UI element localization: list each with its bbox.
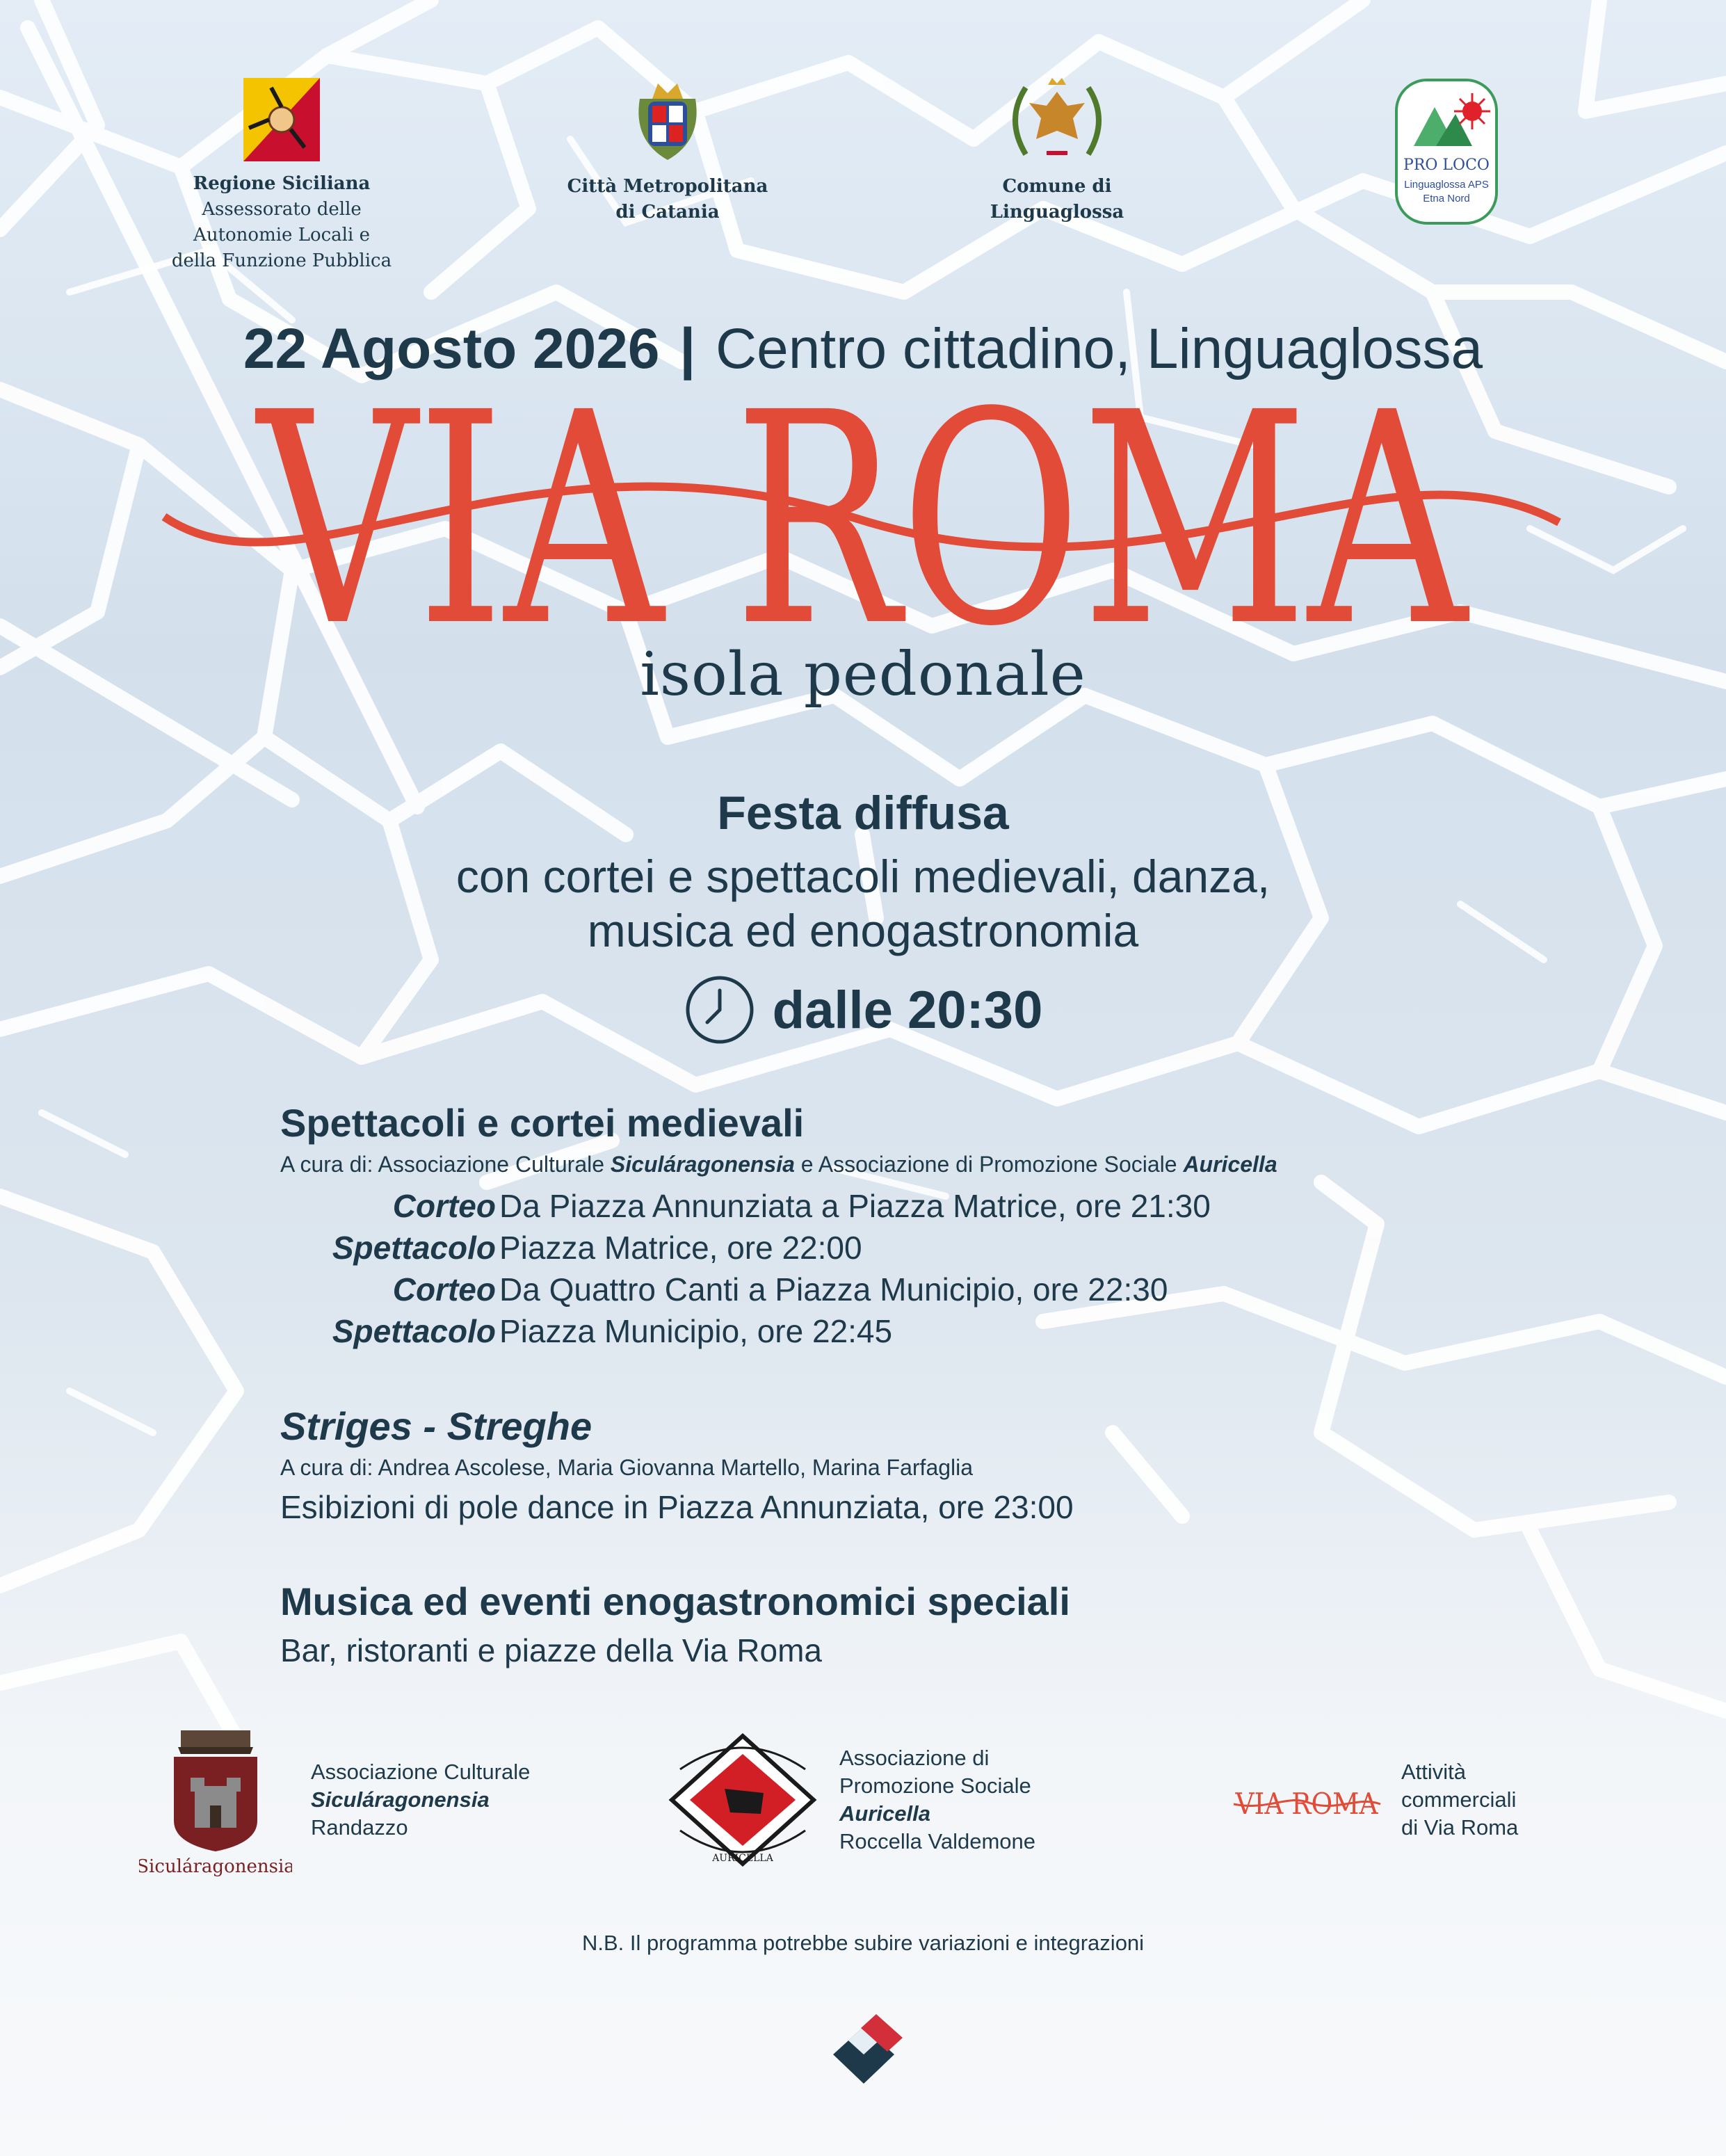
credit-name: Auricella [1183, 1152, 1277, 1177]
schedule-kind: Spettacolo [332, 1313, 496, 1349]
pro-loco-badge-icon [1394, 78, 1499, 225]
schedule-row [280, 1187, 1211, 1225]
credit-name: Siculáragonensia [610, 1152, 795, 1177]
logo-pro-loco [1394, 78, 1499, 225]
event-date: 22 Agosto 2026 [243, 317, 660, 380]
partner-logo-auricella [666, 1730, 819, 1869]
diamond-logo-icon [821, 2011, 907, 2088]
coat-of-arms-icon [633, 78, 702, 164]
section-striges-detail: Esibizioni di pole dance in Piazza Annunziata, ore 23:00 [280, 1489, 1074, 1525]
logo-caption-line: di Catania [615, 202, 720, 223]
logo-citta-metropolitana [563, 78, 772, 225]
trinacria-icon [243, 78, 320, 161]
schedule-detail: Da Quattro Canti a Piazza Municipio, ore 22:30 [499, 1271, 1168, 1308]
section-musica-title: Musica ed eventi enogastronomici speciali [280, 1579, 1070, 1623]
schedule-kind: Spettacolo [332, 1230, 496, 1266]
partner-info-3 [1401, 1758, 1518, 1842]
section-spettacoli-credit [280, 1152, 1277, 1177]
partner-line: Associazione di [839, 1746, 990, 1770]
partner-line: Promozione Sociale [839, 1773, 1031, 1798]
partner-line: commerciali [1401, 1787, 1517, 1812]
schedule-row [280, 1271, 1168, 1308]
section-striges-credit: A cura di: Andrea Ascolese, Maria Giovanna Martello, Marina Farfaglia [280, 1455, 974, 1480]
event-date-place [0, 316, 1726, 382]
partner-info-1 [311, 1758, 530, 1842]
partner-logo-text: Siculáragonensia [139, 1856, 292, 1877]
logo-regione-siciliana [170, 78, 393, 274]
partner-logo-siculaaragonensia [139, 1723, 292, 1880]
partner-line: Attività [1401, 1760, 1467, 1784]
credit-text: A cura di: Associazione Culturale [280, 1152, 611, 1177]
clock-icon [684, 974, 756, 1046]
main-title-text: VIA ROMA [254, 386, 1470, 643]
partner-logo-via-roma [1232, 1780, 1382, 1825]
schedule-row [280, 1229, 862, 1266]
pro-loco-line2: Etna Nord [1423, 193, 1470, 204]
partner-name: Siculáragonensia [311, 1787, 490, 1812]
schedule-detail: Piazza Matrice, ore 22:00 [499, 1230, 862, 1266]
logo-caption-title: Comune di [1002, 176, 1112, 197]
festa-title: Festa diffusa [717, 787, 1009, 839]
schedule-row [280, 1312, 893, 1350]
partner-logo-text: VIA ROMA [1234, 1787, 1379, 1821]
pro-loco-text: PRO LOCO [1403, 156, 1490, 174]
logo-caption-line: della Funzione Pubblica [171, 250, 392, 271]
partner-line: di Via Roma [1401, 1815, 1519, 1840]
partner-name: Auricella [839, 1801, 930, 1826]
logo-caption-title: Città Metropolitana [567, 176, 768, 197]
festa-line-2: musica ed enogastronomia [587, 905, 1139, 956]
start-time [0, 974, 1726, 1046]
castle-shield-icon [139, 1723, 292, 1880]
section-striges-title: Striges - Streghe [280, 1404, 592, 1448]
schedule-kind: Corteo [392, 1271, 496, 1308]
logo-caption-title: Regione Siciliana [193, 173, 371, 194]
subtitle: isola pedonale [640, 640, 1086, 709]
section-spettacoli-title: Spettacoli e cortei medievali [280, 1101, 805, 1145]
partner-line: Randazzo [311, 1815, 408, 1840]
logo-comune-linguaglossa [953, 78, 1161, 225]
main-title [160, 386, 1565, 643]
via-roma-mini-logo-icon [1232, 1780, 1382, 1825]
logo-caption-line: Assessorato delle [202, 199, 362, 220]
partner-line: Associazione Culturale [311, 1760, 531, 1784]
event-place: Centro cittadino, Linguaglossa [715, 317, 1483, 380]
partner-info-2 [839, 1744, 1035, 1856]
schedule-detail: Da Piazza Annunziata a Piazza Matrice, ore 21:30 [499, 1188, 1211, 1224]
separator: | [679, 317, 696, 380]
partner-logo-text: AURICELLA [712, 1853, 773, 1864]
logo-caption-line: Linguaglossa [990, 202, 1124, 223]
pro-loco-line1: Linguaglossa APS [1404, 179, 1489, 191]
auricella-seal-icon [666, 1730, 819, 1869]
credit-text: e Associazione di Promozione Sociale [794, 1152, 1184, 1177]
disclaimer-note: N.B. Il programma potrebbe subire variazioni e integrazioni [581, 1931, 1145, 1955]
eagle-crest-icon [1005, 78, 1109, 164]
start-time-text: dalle 20:30 [772, 980, 1043, 1040]
partner-line: Roccella Valdemone [839, 1829, 1036, 1853]
section-musica-detail: Bar, ristoranti e piazze della Via Roma [280, 1632, 822, 1668]
schedule-kind: Corteo [392, 1188, 496, 1224]
festa-line-1: con cortei e spettacoli medievali, danza, [455, 851, 1271, 902]
logo-caption-line: Autonomie Locali e [193, 225, 370, 246]
schedule-detail: Piazza Municipio, ore 22:45 [499, 1313, 893, 1349]
